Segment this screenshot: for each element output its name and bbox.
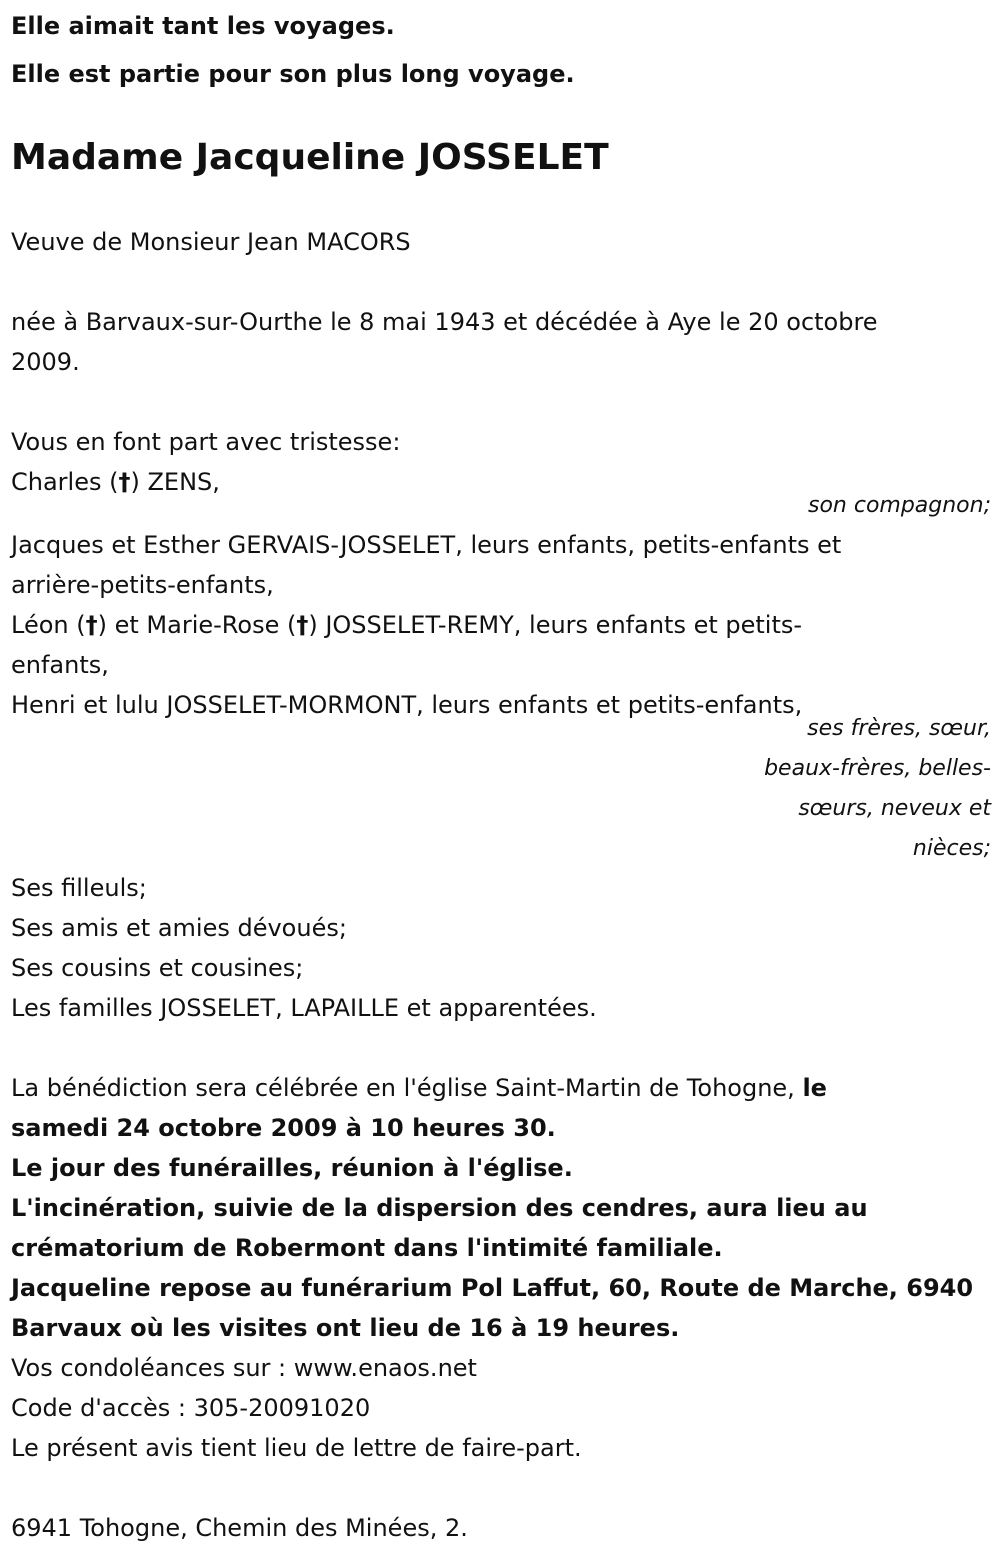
ceremony-line-1: [11, 1073, 827, 1103]
widow-of: Veuve de Monsieur Jean MACORS: [11, 228, 411, 256]
condolences-line: Vos condoléances sur : www.enaos.net: [11, 1354, 477, 1382]
siblings-role-line-1: ses frères, sœur,: [807, 716, 991, 741]
ceremony-date: samedi 24 octobre 2009 à 10 heures 30.: [11, 1114, 556, 1142]
funeral-home-line-2: Barvaux où les visites ont lieu de 16 à 19 heures.: [11, 1314, 680, 1342]
ceremony-location: La bénédiction sera célébrée en l'église Saint-Martin de Tohogne,: [11, 1074, 803, 1102]
sibling-jacques-line-2: arrière-petits-enfants,: [11, 571, 274, 599]
cremation-line-2: crématorium de Robermont dans l'intimité familiale.: [11, 1234, 723, 1262]
siblings-role-line-4: nièces;: [912, 836, 991, 861]
leon-part-a: Léon (: [11, 611, 86, 639]
siblings-role-line-3: sœurs, neveux et: [798, 796, 991, 821]
sibling-henri: Henri et lulu JOSSELET-MORMONT, leurs enfants et petits-enfants,: [11, 691, 803, 719]
others-line: Les familles JOSSELET, LAPAILLE et apparentées.: [11, 994, 597, 1022]
companion-role: son compagnon;: [807, 493, 991, 518]
access-code-line: Code d'accès : 305-20091020: [11, 1394, 371, 1422]
cross-icon: †: [296, 611, 309, 639]
funeral-home-line-1: Jacqueline repose au funérarium Pol Laffut, 60, Route de Marche, 6940: [11, 1274, 974, 1302]
deceased-name: Madame Jacqueline JOSSELET: [11, 137, 609, 178]
family-intro: Vous en font part avec tristesse:: [11, 428, 401, 456]
sibling-leon-line-1: [11, 610, 802, 640]
others-line: Ses amis et amies dévoués;: [11, 914, 347, 942]
sibling-jacques-line-1: Jacques et Esther GERVAIS-JOSSELET, leurs enfants, petits-enfants et: [11, 531, 842, 559]
sibling-leon-line-2: enfants,: [11, 651, 109, 679]
companion-first: Charles (: [11, 468, 119, 496]
companion-line: [11, 467, 220, 497]
cross-icon: †: [118, 468, 131, 496]
leon-part-b: ) et Marie-Rose (: [97, 611, 297, 639]
ceremony-meeting: Le jour des funérailles, réunion à l'église.: [11, 1154, 573, 1182]
address-line: 6941 Tohogne, Chemin des Minées, 2.: [11, 1514, 468, 1542]
companion-last: ) ZENS,: [130, 468, 220, 496]
leon-part-c: ) JOSSELET-REMY, leurs enfants et petits-: [308, 611, 803, 639]
birth-death-line-2: 2009.: [11, 348, 80, 376]
epigraph-line-2: Elle est partie pour son plus long voyage.: [11, 60, 575, 88]
cremation-line-1: L'incinération, suivie de la dispersion des cendres, aura lieu au: [11, 1194, 868, 1222]
notice-line: Le présent avis tient lieu de lettre de faire-part.: [11, 1434, 582, 1462]
others-line: Ses filleuls;: [11, 874, 147, 902]
cross-icon: †: [85, 611, 98, 639]
ceremony-date-start: le: [802, 1074, 827, 1102]
siblings-role-line-2: beaux-frères, belles-: [764, 756, 991, 781]
epigraph-line-1: Elle aimait tant les voyages.: [11, 12, 395, 40]
birth-death-line-1: née à Barvaux-sur-Ourthe le 8 mai 1943 et décédée à Aye le 20 octobre: [11, 308, 878, 336]
others-line: Ses cousins et cousines;: [11, 954, 304, 982]
